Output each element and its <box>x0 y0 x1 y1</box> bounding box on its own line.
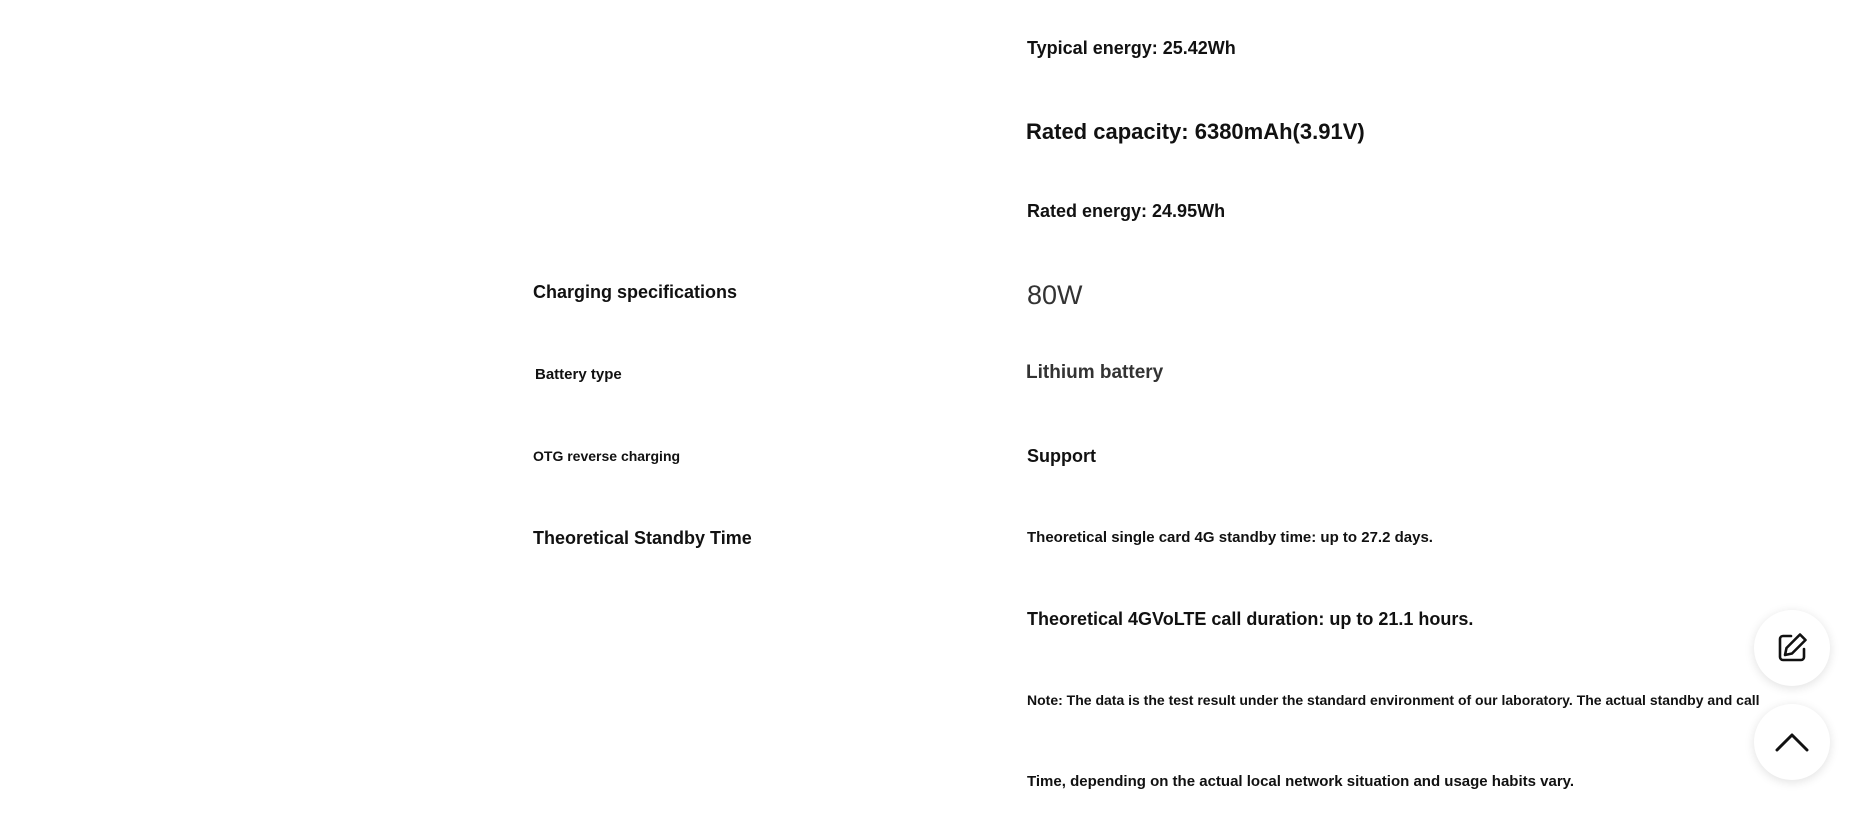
standby-time-label: Theoretical Standby Time <box>533 528 752 548</box>
battery-type-value: Lithium battery <box>1026 362 1164 383</box>
otg-value: Support <box>1027 446 1096 466</box>
rated-capacity-value: Rated capacity: 6380mAh(3.91V) <box>1026 119 1365 144</box>
typical-energy-value: Typical energy: 25.42Wh <box>1027 38 1236 58</box>
chevron-up-icon <box>1774 731 1810 753</box>
note-line-2: Time, depending on the actual local network situation and usage habits vary. <box>1027 773 1575 790</box>
feedback-edit-button[interactable] <box>1754 610 1830 686</box>
battery-type-label: Battery type <box>535 366 622 383</box>
charging-spec-value: 80W <box>1027 280 1083 310</box>
note-line-1: Note: The data is the test result under the standard environment of our laboratory. The actual standby and call <box>1027 692 1760 708</box>
edit-icon <box>1775 631 1809 665</box>
back-to-top-button[interactable] <box>1754 704 1830 780</box>
otg-label: OTG reverse charging <box>533 448 681 464</box>
charging-spec-label: Charging specifications <box>533 282 738 302</box>
rated-energy-value: Rated energy: 24.95Wh <box>1027 201 1226 221</box>
standby-time-value: Theoretical single card 4G standby time: up to 27.2 days. <box>1027 529 1433 546</box>
call-duration-value: Theoretical 4GVoLTE call duration: up to 21.1 hours. <box>1027 609 1474 629</box>
